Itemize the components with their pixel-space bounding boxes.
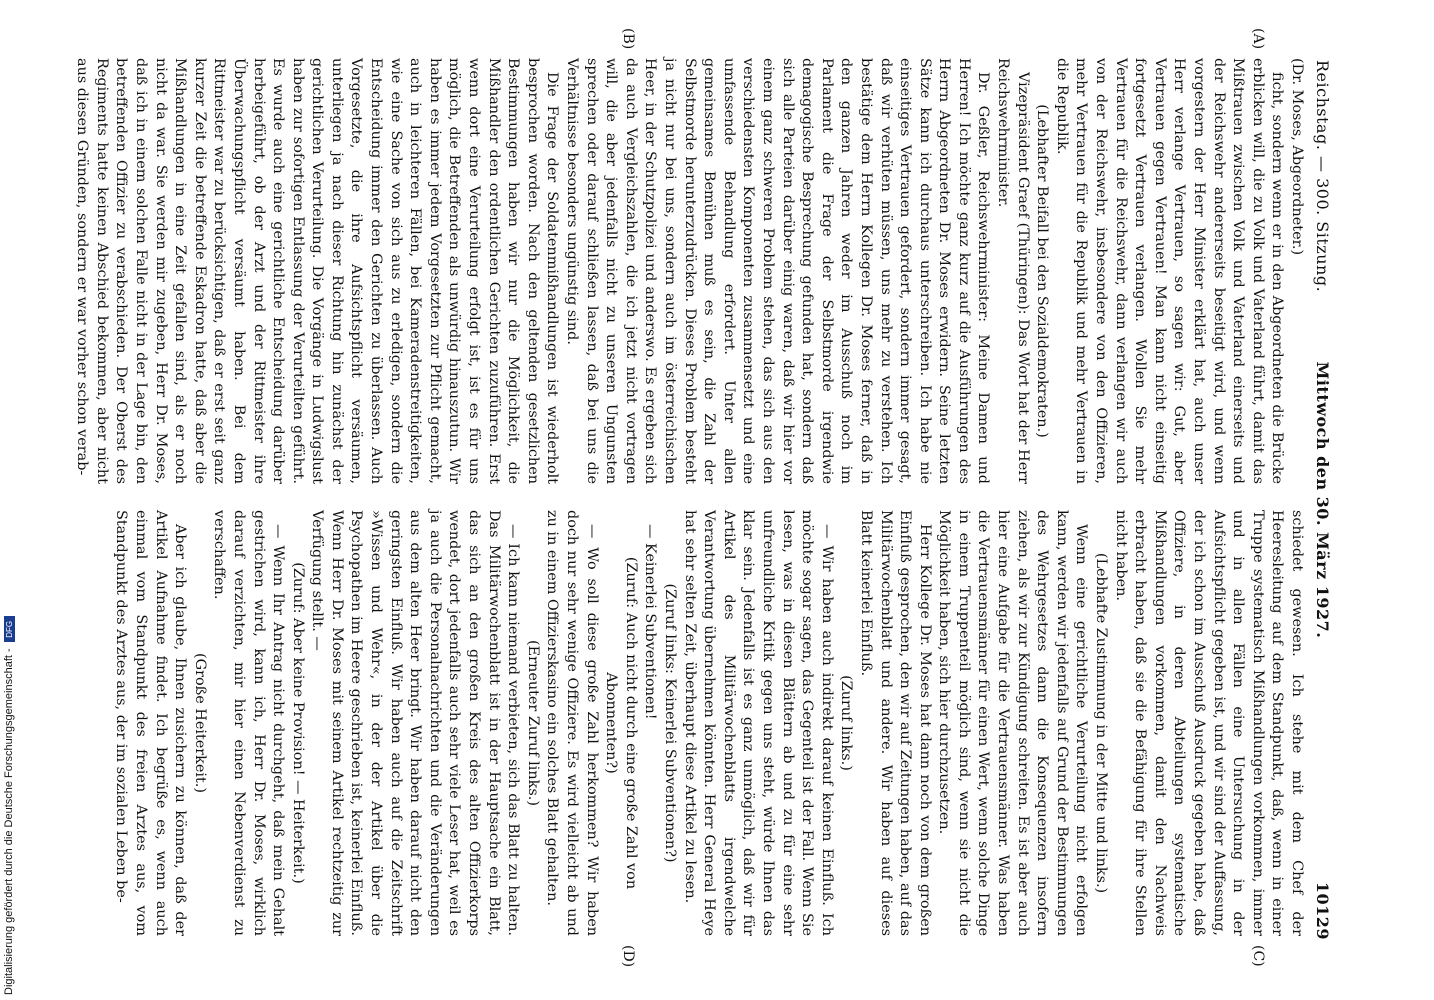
- paragraph: (Lebhafter Beifall bei den Sozialdemokraten.): [1034, 104, 1051, 438]
- paragraph: — Keinerlei Subventionen!: [642, 524, 659, 720]
- document-page: [74, 20, 1356, 980]
- dfg-logo: DFG: [4, 616, 15, 642]
- paragraph: Wenn eine gerichtliche Verurteilung nicht erfolgen kann, werden wir jedenfalls auf Grund der Bestimmungen des Wehrgesetzes dann die Konsequenzen insofern ziehen, als wir zur Kündigung schreiten. Es ist aber auch hier eine Aufgabe für die Vertrauensmänner. Was haben die Vertrauensmänner für einen Wert, wenn solche Dinge in einem Truppenteil möglich sind, wenn sie nicht die Möglichkeit haben, sich hier durchzusetzen.: [936, 510, 1090, 936]
- digitization-credit: [2, 605, 16, 995]
- paragraph: schiedet gewesen. Ich stehe mit dem Chef der Heeresleitung auf dem Standpunkt, daß, wenn in einer Truppe systematisch Mißhandlungen vorkommen, immer und in allen Fällen eine Untersuchung in der Aufsichtspflicht gegeben ist, und wir sind der Auffassung, der ich schon im Ausschuß Ausdruck gegeben habe, daß Offiziere, in deren Abteilungen systematische Mißhandlungen vorkommen, damit den Nachweis erbracht haben, daß sie die Befähigung für ihre Stellen nicht haben.: [1112, 510, 1305, 936]
- header-date: Mittwoch den 30. März 1927.: [1313, 361, 1332, 639]
- paragraph: Dr. Geßler, Reichswehrminister: Meine Damen und Herren! Ich möchte ganz kurz auf die Ausführungen des Herrn Abgeordneten Dr. Moses erwidern. Seine letzten Sätze kann ich durchaus unterschreiben. Ich habe nie einseitiges Vertrauen gefordert, sondern immer gesagt, daß wir verhüten müssen, uns mehr zu verstehen. Ich bestätige dem Herrn Kollegen Dr. Moses ferner, daß in den ganzen Jahren weder im Ausschuß noch im Parlament die Frage der Selbstmorde irgendwie demagogische Besprechung gefunden hat, sondern daß sich alle Parteien darüber einig waren, daß wir hier vor einem ganz schweren Problem stehen, das sich aus den verschiedensten Komponenten zusammensetzt und eine umfassende Behandlung erfordert. Unter allen gemeinsames Bemühen muß es sein, die Zahl der Selbstmorde herunterzudrücken. Dieses Problem besteht ja nicht nur bei uns, sondern auch im österreichischen Heer, in der Schutzpolizei und anderswo. Es ergeben sich da auch Vergleichszahlen, die ich jetzt nicht vortragen will, die aber jedenfalls nicht zu unseren Ungunsten sprechen oder darauf schließen lassen, daß bei uns die Verhältnisse besonders ungünstig sind.: [564, 58, 992, 484]
- margin-letter-d: (D): [620, 945, 636, 968]
- header-session: Reichstag. — 300. Sitzung.: [1313, 60, 1332, 293]
- rotated-page-content: [74, 28, 1336, 968]
- paragraph: (Erneuter Zuruf links.): [524, 640, 541, 806]
- paragraph: (Zuruf: Auch nicht durch eine große Zahl von Abonnenten?): [603, 556, 639, 890]
- paragraph: Die Frage der Soldatenmißhandlungen ist wiederholt besprochen worden. Nach den geltenden gesetzlichen Bestimmungen haben wir nur die Möglichkeit, die Mißhandler den ordentlichen Gerichten zuzuführen. Erst wenn dort eine Verurteilung erfolgt ist, ist es für uns möglich, die Betreffenden als unwürdig hinauszutun. Wir haben es immer jedem Vorgesetzten zur Pflicht gemacht, auch in leichteren Fällen, bei Kameradenstreitigkeiten, wie eine Sache von sich aus zu erledigen, sondern die Entscheidung immer den Gerichten zu überlassen. Auch Vorgesetzte, die ihre Aufsichtspflicht versäumen, unterliegen ja nach dieser Richtung hin zunächst der gerichtlichen Verurteilung. Die Vorgänge in Ludwigslust haben zur sofortigen Entlassung der Verurteilten geführt. Es wurde auch eine gerichtliche Entscheidung darüber herbeigeführt, ob der Arzt und der Rittmeister ihre Überwachungspflicht versäumt haben. Bei dem Rittmeister war zu berücksichtigen, daß er erst seit ganz kurzer Zeit die betreffende Eskadron hatte, daß aber die Mißhandlungen in eine Zeit gefallen sind, als er noch nicht da war. Sie werden mir zugeben, Herr Dr. Moses, daß ich in einem solchen Falle nicht in der Lage bin, den betreffenden Offizier zu verabschieden. Der Oberst des Regiments hatte keinen Abschied bekommen, aber nicht aus diesen Gründen, sondern er war vorher schon verab-: [74, 58, 561, 484]
- paragraph: ficht, sondern wenn er in den Abgeordneten die Brücke erblicken will, die zu Volk und Vaterland führt, damit das Mißtrauen zwischen Volk und Vaterland einerseits und der Reichswehr andererseits beseitigt wird, und wenn vorgestern der Herr Minister erklärt hat, auch unser Herr verlange Vertrauen, so sagen wir: Gut, aber Vertrauen gegen Vertrauen! Man kann nicht einseitig fortgesetzt Vertrauen verlangen. Wollen Sie mehr Vertrauen für die Reichswehr, dann verlangen wir auch von der Reichswehr, insbesondere von den Offizieren, mehr Vertrauen für die Republik und mehr Vertrauen in die Republik.: [1053, 58, 1286, 484]
- page-header: [1310, 50, 1336, 950]
- paragraph: (Große Heiterkeit.): [191, 652, 208, 793]
- paragraph: — Wo soll diese große Zahl herkommen? Wir haben doch nur sehr wenige Offiziere. Es wird vielleicht ab und zu in einem Offizierskasino ein solches Blatt gehalten.: [544, 510, 600, 936]
- margin-letter-c: (C): [1250, 945, 1266, 967]
- page-number: 10129: [1313, 881, 1332, 940]
- margin-letter-a: (A): [1250, 28, 1266, 50]
- credit-text: Digitalisierung gefördert durch die Deutsche Forschungsgemeinschaft -: [3, 648, 15, 995]
- paragraph: (Lebhafte Zustimmung in der Mitte und links.): [1093, 552, 1110, 894]
- column-right: [113, 510, 1306, 936]
- paragraph: Aber ich glaube, Ihnen zusichern zu können, daß der Artikel Aufnahme findet. Ich begrüße es, wenn auch einmal vom Standpunkt des freien Arztes aus, vom Standpunkt des Arztes aus, der im sozialen Leben be-: [113, 510, 189, 936]
- paragraph: (Zuruf: Aber keine Provision! — Heiterkeit.): [289, 562, 306, 884]
- column-left: [74, 58, 1306, 484]
- paragraph: Herr Kollege Dr. Moses hat dann noch von dem großen Einfluß gesprochen, den wir auf Zeitungen haben, auf das Militärwochenblatt und andere. Wir haben auf dieses Blatt keinerlei Einfluß.: [857, 510, 933, 936]
- paragraph: — Ich kann niemand verbieten, sich das Blatt zu halten. Das Militärwochenblatt ist in der Hauptsache ein Blatt, das sich an den großen Kreis des alten Offizierkorps wendet, dort jedenfalls auch sehr viele Leser hat, weil es ja auch die Personalnachrichten und die Veränderungen aus dem alten Heer bringt. Wir haben darauf nicht den geringsten Einfluß. Wir haben auch auf die Zeitschrift »Wissen und Wehr«, in der der Artikel über die Psychopathen im Heere geschrieben ist, keinerlei Einfluß. Wenn Herr Dr. Moses mit seinem Artikel rechtzeitig zur Verfügung stellt. —: [309, 510, 522, 936]
- paragraph: — Wir haben auch indirekt darauf keinen Einfluß. Ich möchte sogar sagen, das Gegenteil ist der Fall. Wenn Sie lesen, was in diesen Blättern ab und zu für eine sehr unfreundliche Kritik gegen uns steht, würde Ihnen das klar sein. Jedenfalls ist es ganz unmöglich, daß wir für Artikel des Militärwochenblatts irgendwelche Verantwortung übernehmen könnten. Herr General Heye hat sehr selten Zeit, überhaupt diese Artikel zu lesen.: [681, 510, 835, 936]
- paragraph: (Dr. Moses, Abgeordneter.): [1289, 58, 1305, 256]
- paragraph: (Zuruf links: Keinerlei Subventionen?): [662, 583, 678, 863]
- paragraph: Vizepräsident Graef (Thüringen): Das Wort hat der Herr Reichswehrminister.: [995, 58, 1031, 484]
- paragraph: — Wenn Ihr Antrag nicht durchgeht, daß mein Gehalt gestrichen wird, kann ich, Herr Dr. Moses, wirklich darauf verzichten, mir hier einen Nebenverdienst zu verschaffen.: [211, 510, 287, 936]
- margin-letter-b: (B): [620, 28, 636, 50]
- paragraph: (Zuruf links.): [838, 675, 855, 771]
